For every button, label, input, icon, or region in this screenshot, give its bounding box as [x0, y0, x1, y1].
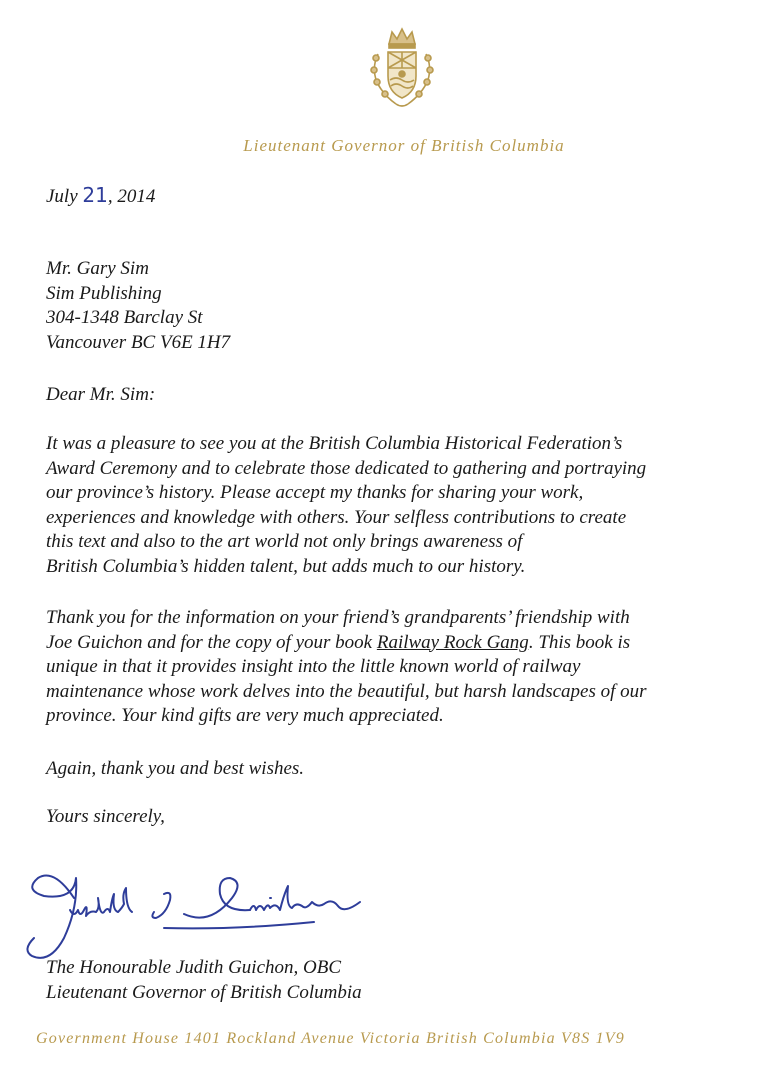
paragraph-2: [46, 606, 746, 729]
footer-address: Government House 1401 Rockland Avenue Victoria British Columbia V8S 1V9: [36, 1030, 625, 1047]
letterhead-title: Lieutenant Governor of British Columbia: [243, 136, 565, 155]
paragraph-1-line: British Columbia’s hidden talent, but adds much to our history.: [46, 555, 526, 577]
closing-line: Again, thank you and best wishes.: [46, 758, 305, 779]
recipient-address: [46, 257, 230, 355]
paragraph-2-line: unique in that it provides insight into the little known world of railway: [46, 656, 581, 677]
paragraph-2-line: maintenance whose work delves into the beautiful, but harsh landscapes of our: [46, 680, 647, 702]
paragraph-1-line: our province’s history. Please accept my thanks for sharing your work,: [46, 482, 584, 503]
salutation: Dear Mr. Sim:: [46, 384, 156, 405]
recipient-street: 304-1348 Barclay St: [46, 307, 203, 328]
date-month: July: [46, 186, 78, 207]
paragraph-2-text: . This book is: [528, 631, 631, 653]
date-year: , 2014: [107, 186, 156, 207]
paragraph-2-line: [46, 631, 746, 656]
paragraph-2-text: Joe Guichon and for the copy of your book: [46, 631, 377, 653]
paragraph-1-line: Award Ceremony and to celebrate those dedicated to gathering and portraying: [46, 457, 647, 479]
valediction: Yours sincerely,: [46, 806, 165, 827]
signer-title: Lieutenant Governor of British Columbia: [46, 982, 362, 1003]
recipient-name: Mr. Gary Sim: [46, 258, 149, 279]
book-title: Railway Rock Gang: [376, 631, 529, 653]
paragraph-2-line: Thank you for the information on your friend’s grandparents’ friendship with: [46, 607, 630, 628]
letter-date: [46, 183, 155, 210]
paragraph-1-line: experiences and knowledge with others. Your selfless contributions to create: [46, 506, 627, 528]
date-day-handwritten: 21: [82, 183, 108, 207]
paragraph-1-line: It was a pleasure to see you at the British Columbia Historical Federation’s: [46, 433, 623, 454]
paragraph-1: [46, 432, 746, 579]
recipient-company: Sim Publishing: [46, 282, 162, 304]
recipient-city: Vancouver BC V6E 1H7: [46, 331, 231, 353]
paragraph-1-line: this text and also to the art world not only brings awareness of: [46, 531, 523, 552]
paragraph-2-line: province. Your kind gifts are very much appreciated.: [46, 705, 444, 726]
coat-of-arms-icon: [356, 22, 448, 114]
signer-name: The Honourable Judith Guichon, OBC: [46, 957, 342, 978]
